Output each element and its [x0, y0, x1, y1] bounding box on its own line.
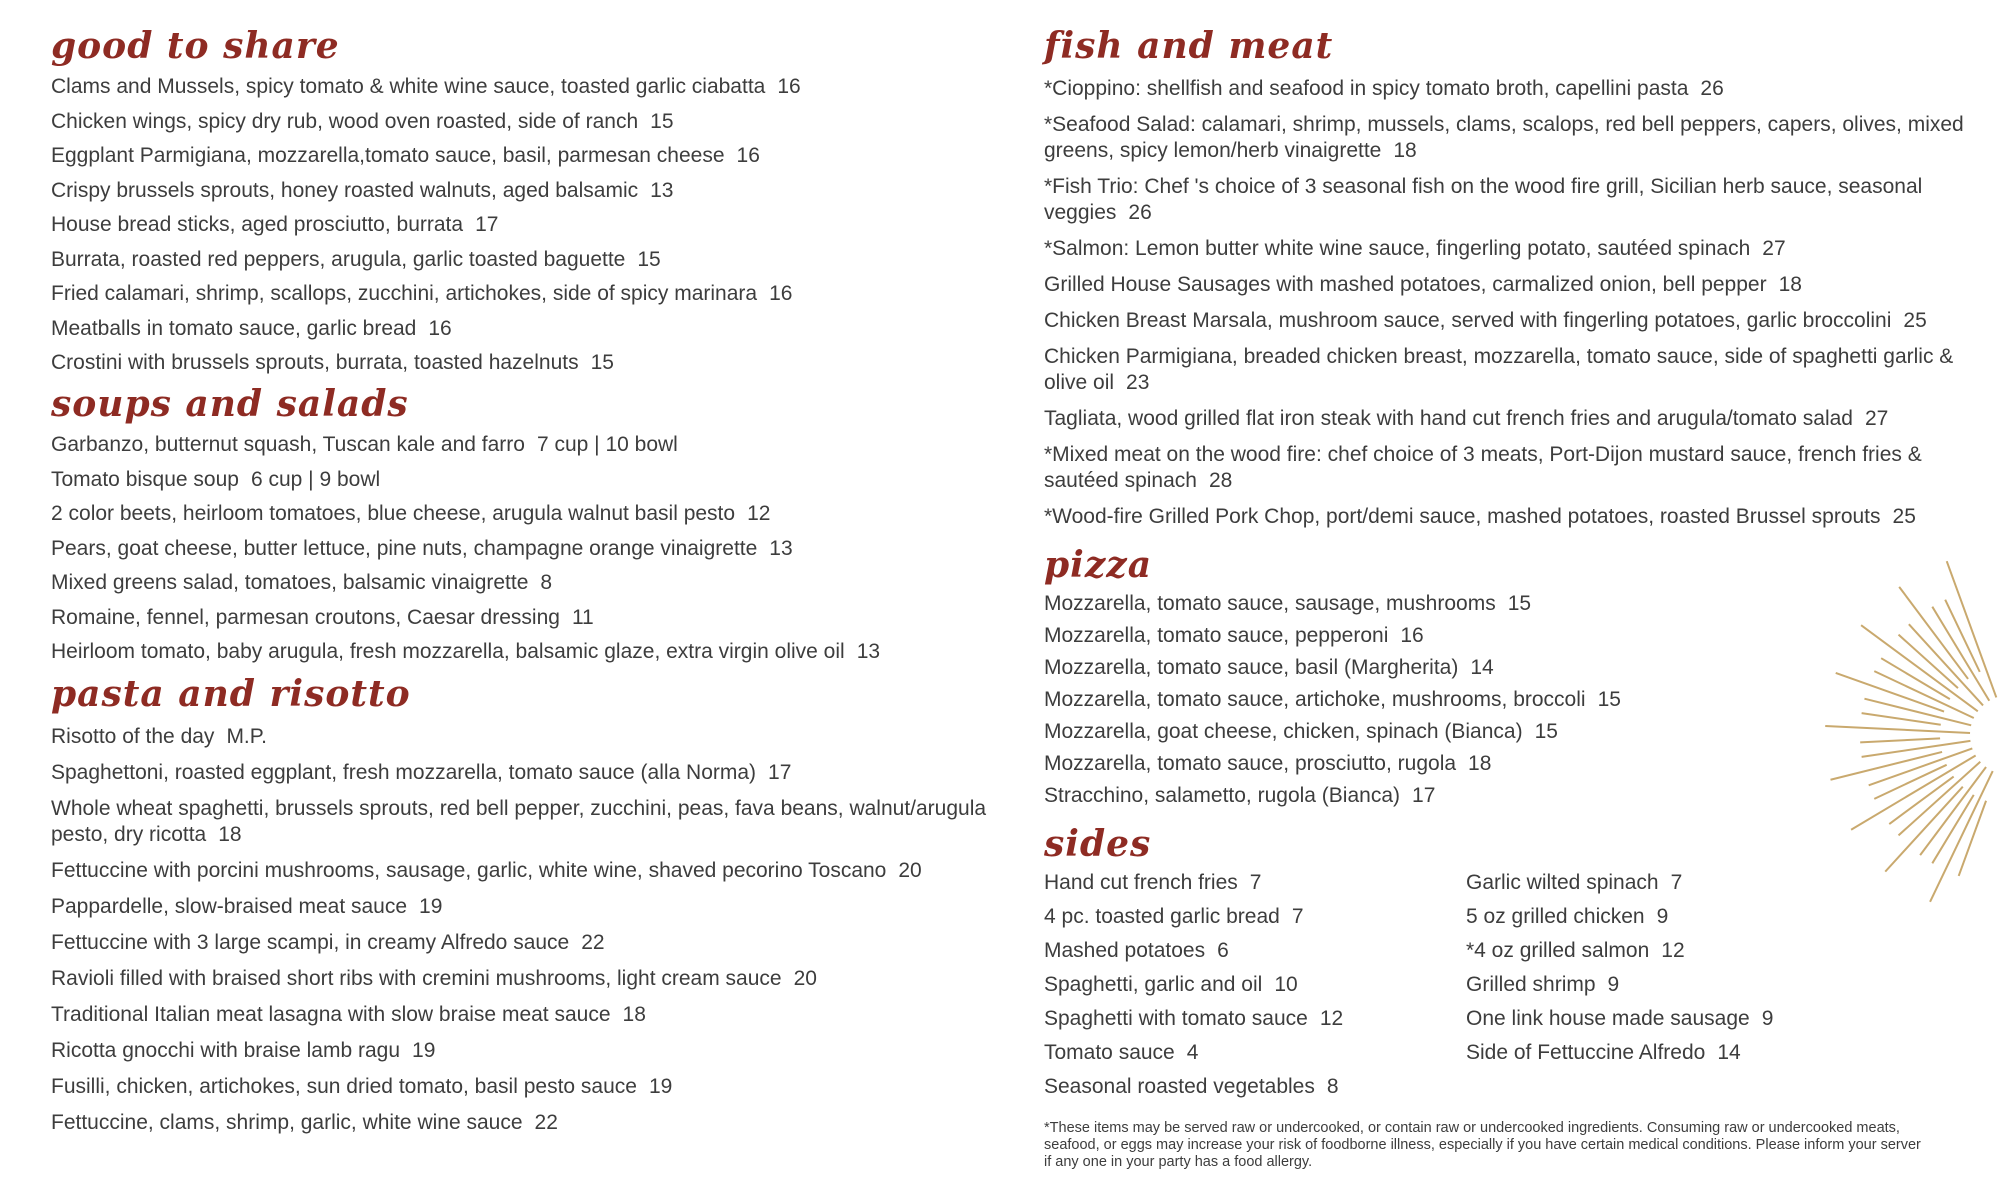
menu-item-price: 22: [534, 1111, 558, 1134]
sunburst-ray: [1825, 726, 1970, 733]
menu-item-name: Pappardelle, slow-braised meat sauce: [51, 895, 408, 918]
menu-item-name: Grilled shrimp: [1466, 973, 1596, 996]
section-title-pizza: pizza: [1044, 544, 1153, 586]
soups-and-salads-list: [51, 432, 1011, 674]
menu-item: [1044, 504, 1964, 530]
menu-item: [1044, 308, 1964, 334]
menu-item-price: 12: [1661, 939, 1685, 962]
menu-item: [51, 1002, 1011, 1028]
menu-item-price: 9: [1607, 973, 1620, 996]
menu-item-price: 17: [1412, 784, 1436, 807]
section-title-sides: sides: [1044, 823, 1152, 865]
menu-item-price: 4: [1186, 1041, 1199, 1064]
fish-and-meat-list: [1044, 76, 1964, 540]
sunburst-ornament: [1820, 555, 2000, 915]
menu-item: [51, 281, 1011, 307]
menu-item-name: Ricotta gnocchi with braise lamb ragu: [51, 1039, 401, 1062]
menu-item: [1466, 1040, 1773, 1066]
menu-item-name: Ravioli filled with braised short ribs with cremini mushrooms, light cream sauce: [51, 967, 782, 990]
menu-item-name: 4 pc. toasted garlic bread: [1044, 905, 1280, 928]
menu-item-name: House bread sticks, aged prosciutto, burrata: [51, 213, 464, 236]
menu-item: [1044, 344, 1964, 396]
menu-item-name: Whole wheat spaghetti, brussels sprouts, red bell pepper, zucchini, peas, fava beans, walnut/arugula pesto, dry ricotta: [51, 797, 987, 846]
menu-item-name: Side of Fettuccine Alfredo: [1466, 1041, 1706, 1064]
menu-item-price: 27: [1864, 407, 1889, 430]
menu-item-price: M.P.: [226, 725, 267, 748]
section-title-fish-and-meat: fish and meat: [1044, 25, 1334, 67]
menu-item-price: 10: [1274, 973, 1298, 996]
menu-item: [1044, 972, 1343, 998]
menu-item: [1044, 174, 1964, 226]
menu-item-name: Heirloom tomato, baby arugula, fresh mozzarella, balsamic glaze, extra virgin olive oil: [51, 640, 845, 663]
menu-item-price: 25: [1892, 505, 1916, 528]
sunburst-ray: [1930, 771, 1993, 902]
menu-item-price: 13: [856, 640, 881, 663]
menu-item-price: 9: [1761, 1007, 1774, 1030]
menu-item-name: 5 oz grilled chicken: [1466, 905, 1645, 928]
menu-item-name: *4 oz grilled salmon: [1466, 939, 1650, 962]
menu-item: [1466, 870, 1773, 896]
menu-item-name: One link house made sausage: [1466, 1007, 1750, 1030]
menu-item-name: Burrata, roasted red peppers, arugula, garlic toasted baguette: [51, 247, 626, 271]
menu-item-name: Garbanzo, butternut squash, Tuscan kale and farro: [51, 433, 525, 456]
menu-item: [1044, 236, 1964, 262]
menu-item: [51, 894, 1011, 920]
sides-list-right: [1466, 870, 1773, 1074]
menu-item: [51, 796, 1011, 848]
menu-item-price: 12: [747, 502, 771, 525]
menu-item: [1466, 1006, 1773, 1032]
menu-item: [1466, 938, 1773, 964]
menu-item-name: Mozzarella, tomato sauce, artichoke, mushrooms, broccoli: [1044, 688, 1586, 711]
menu-item-price: 19: [648, 1075, 673, 1098]
menu-item: [1466, 904, 1773, 930]
menu-item-name: Clams and Mussels, spicy tomato & white wine sauce, toasted garlic ciabatta: [51, 75, 766, 98]
menu-item: [51, 467, 1011, 493]
menu-item-price: 7: [1670, 871, 1683, 894]
menu-item-name: Chicken wings, spicy dry rub, wood oven roasted, side of ranch: [51, 109, 639, 133]
menu-item: [51, 178, 1011, 204]
menu-item-name: Mozzarella, tomato sauce, sausage, mushrooms: [1044, 592, 1496, 615]
menu-item-name: 2 color beets, heirloom tomatoes, blue cheese, arugula walnut basil pesto: [51, 502, 736, 525]
menu-item-name: Mozzarella, tomato sauce, prosciutto, rugola: [1044, 752, 1457, 775]
menu-item-name: Fusilli, chicken, artichokes, sun dried tomato, basil pesto sauce: [51, 1075, 637, 1098]
menu-item-price: 18: [218, 823, 242, 846]
menu-item-price: 17: [768, 761, 792, 784]
menu-item-price: 26: [1700, 77, 1724, 100]
sunburst-ray: [1860, 738, 1940, 742]
menu-item-price: 14: [1717, 1041, 1741, 1064]
menu-item-name: Stracchino, salametto, rugola (Bianca): [1044, 784, 1401, 807]
menu-item-name: Mozzarella, tomato sauce, pepperoni: [1044, 624, 1389, 647]
menu-item-price: 27: [1762, 237, 1786, 260]
menu-item: [51, 1038, 1011, 1064]
menu-item-price: 13: [650, 178, 674, 202]
menu-item: [51, 109, 1011, 135]
menu-item-name: Fried calamari, shrimp, scallops, zucchini, artichokes, side of spicy marinara: [51, 282, 758, 305]
menu-item-price: 25: [1903, 309, 1927, 332]
menu-item-price: 26: [1128, 201, 1152, 224]
pasta-and-risotto-list: [51, 724, 1011, 1146]
menu-item: [51, 966, 1011, 992]
menu-item: [51, 247, 1011, 273]
menu-item-name: Mashed potatoes: [1044, 939, 1206, 962]
menu-item-price: 15: [590, 351, 614, 374]
sides-list-left: [1044, 870, 1343, 1108]
menu-item-price: 14: [1470, 656, 1494, 679]
menu-item-price: 8: [540, 571, 553, 594]
menu-item-price: 16: [769, 282, 793, 305]
menu-item-name: Spaghetti with tomato sauce: [1044, 1007, 1308, 1030]
menu-item: [51, 724, 1011, 750]
menu-item: [1044, 112, 1964, 164]
menu-item: [51, 501, 1011, 527]
menu-item-name: Risotto of the day: [51, 725, 215, 748]
menu-item-price: 15: [650, 109, 674, 133]
menu-item-price: 9: [1656, 905, 1669, 928]
menu-item-name: Grilled House Sausages with mashed potatoes, carmalized onion, bell pepper: [1044, 273, 1767, 296]
menu-item-price: 7 cup | 10 bowl: [536, 433, 678, 456]
menu-item: [1466, 972, 1773, 998]
menu-item-price: 16: [428, 316, 452, 340]
menu-item-price: 18: [622, 1003, 646, 1026]
menu-item-name: *Fish Trio: Chef 's choice of 3 seasonal fish on the wood fire grill, Sicilian herb sauce, seasonal veggies: [1044, 175, 1923, 224]
menu-item-price: 7: [1249, 871, 1262, 894]
menu-item-price: 16: [1400, 624, 1424, 647]
menu-item-price: 20: [793, 967, 817, 990]
menu-item: [1044, 272, 1964, 298]
menu-item-price: 11: [571, 605, 594, 629]
menu-item-name: Tagliata, wood grilled flat iron steak with hand cut french fries and arugula/tomato salad: [1044, 407, 1853, 430]
menu-item-price: 15: [1534, 720, 1558, 743]
menu-item-price: 13: [769, 536, 793, 560]
menu-item-price: 23: [1126, 371, 1150, 394]
section-title-pasta-and-risotto: pasta and risotto: [51, 673, 411, 715]
section-title-soups-and-salads: soups and salads: [51, 383, 409, 425]
menu-item: [51, 74, 1011, 100]
menu-item-name: Hand cut french fries: [1044, 871, 1238, 894]
menu-item: [1044, 442, 1964, 494]
menu-item: [51, 536, 1011, 562]
menu-item: [1044, 1040, 1343, 1066]
menu-item-name: Garlic wilted spinach: [1466, 871, 1659, 894]
food-safety-disclaimer: *These items may be served raw or undercooked, or contain raw or undercooked ingredients. Consuming raw or undercooked meats, seafood, or eggs may increase your risk of foodborne illness, especially if you have certain medical conditions. Please inform your server if any one in your party has a food allergy.: [1044, 1120, 1921, 1170]
menu-item-name: Chicken Parmigiana, breaded chicken breast, mozzarella, tomato sauce, side of spaghetti garlic & olive oil: [1044, 345, 1954, 394]
menu-item-price: 15: [1507, 592, 1532, 615]
menu-item: [51, 1074, 1011, 1100]
menu-item: [51, 212, 1011, 238]
menu-item: [51, 639, 1011, 665]
menu-item-name: *Salmon: Lemon butter white wine sauce, fingerling potato, sautéed spinach: [1044, 237, 1751, 260]
menu-item-name: *Wood-fire Grilled Pork Chop, port/demi sauce, mashed potatoes, roasted Brussel sprouts: [1044, 505, 1881, 528]
menu-item-price: 18: [1393, 139, 1417, 162]
menu-item-name: Romaine, fennel, parmesan croutons, Caesar dressing: [51, 605, 560, 629]
menu-item-name: *Seafood Salad: calamari, shrimp, mussels, clams, scalops, red bell peppers, capers, olives, mixed greens, spicy lemon/herb vinaigrette: [1044, 113, 1964, 162]
menu-item-price: 17: [475, 213, 499, 236]
menu-item: [51, 605, 1011, 631]
good-to-share-list: [51, 74, 1011, 385]
menu-item-name: Chicken Breast Marsala, mushroom sauce, served with fingerling potatoes, garlic broccolini: [1044, 309, 1892, 332]
menu-item-name: Seasonal roasted vegetables: [1044, 1075, 1315, 1098]
menu-item-name: Tomato sauce: [1044, 1041, 1175, 1064]
menu-item-price: 12: [1319, 1007, 1344, 1030]
menu-item-name: Spaghetti, garlic and oil: [1044, 973, 1263, 996]
menu-item-price: 16: [736, 144, 760, 167]
menu-item-price: 6 cup | 9 bowl: [250, 467, 381, 491]
menu-item: [1044, 938, 1343, 964]
menu-item: [51, 432, 1011, 458]
menu-item-price: 8: [1326, 1075, 1339, 1098]
menu-item-name: Crostini with brussels sprouts, burrata, toasted hazelnuts: [51, 351, 579, 374]
menu-item-price: 18: [1468, 752, 1492, 775]
menu-item-price: 15: [637, 247, 661, 271]
menu-item: [51, 760, 1011, 786]
menu-item-name: *Cioppino: shellfish and seafood in spicy tomato broth, capellini pasta: [1044, 77, 1689, 100]
menu-item: [51, 570, 1011, 596]
menu-item-price: 6: [1217, 939, 1229, 962]
menu-item: [1044, 904, 1343, 930]
menu-item-price: 20: [898, 859, 922, 882]
menu-item-name: Spaghettoni, roasted eggplant, fresh mozzarella, tomato sauce (alla Norma): [51, 761, 757, 784]
menu-item-name: Tomato bisque soup: [51, 467, 239, 491]
menu-item-name: Mozzarella, goat cheese, chicken, spinach (Bianca): [1044, 720, 1523, 743]
menu-item: [1044, 406, 1964, 432]
section-title-good-to-share: good to share: [51, 25, 340, 67]
menu-item: [1044, 76, 1964, 102]
menu-item-price: 28: [1208, 469, 1233, 492]
menu-item-name: Pears, goat cheese, butter lettuce, pine nuts, champagne orange vinaigrette: [51, 536, 758, 560]
menu-item: [51, 143, 1011, 169]
menu-item-name: Fettuccine, clams, shrimp, garlic, white wine sauce: [51, 1111, 523, 1134]
menu-item-price: 19: [412, 1039, 436, 1062]
menu-item-price: 19: [419, 895, 443, 918]
menu-item: [51, 316, 1011, 342]
menu-item-name: Meatballs in tomato sauce, garlic bread: [51, 316, 417, 340]
menu-item: [51, 930, 1011, 956]
menu-item-price: 15: [1597, 688, 1621, 711]
menu-item: [51, 350, 1011, 376]
menu-item: [1044, 1006, 1343, 1032]
menu-item-price: 16: [777, 75, 801, 98]
menu-item: [1044, 870, 1343, 896]
menu-item-name: *Mixed meat on the wood fire: chef choice of 3 meats, Port-Dijon mustard sauce, french fries & sautéed spinach: [1044, 443, 1922, 492]
menu-item-price: 7: [1291, 905, 1304, 928]
menu-item: [51, 858, 1011, 884]
menu-item-name: Crispy brussels sprouts, honey roasted walnuts, aged balsamic: [51, 178, 639, 202]
menu-item-name: Mozzarella, tomato sauce, basil (Margherita): [1044, 656, 1459, 679]
menu-item-name: Fettuccine with porcini mushrooms, sausage, garlic, white wine, shaved pecorino Toscano: [51, 859, 887, 882]
sunburst-ray: [1947, 561, 1997, 697]
sunburst-ray: [1899, 635, 1958, 689]
menu-item-price: 18: [1778, 273, 1802, 296]
menu-item: [1044, 1074, 1343, 1100]
menu-item-name: Fettuccine with 3 large scampi, in creamy Alfredo sauce: [51, 931, 570, 954]
menu-item-price: 22: [581, 931, 605, 954]
menu-item: [51, 1110, 1011, 1136]
sunburst-ray: [1920, 767, 1986, 855]
menu-item-name: Eggplant Parmigiana, mozzarella,tomato sauce, basil, parmesan cheese: [51, 144, 725, 167]
menu-item-name: Mixed greens salad, tomatoes, balsamic vinaigrette: [51, 571, 529, 594]
menu-item-name: Traditional Italian meat lasagna with slow braise meat sauce: [51, 1003, 611, 1026]
